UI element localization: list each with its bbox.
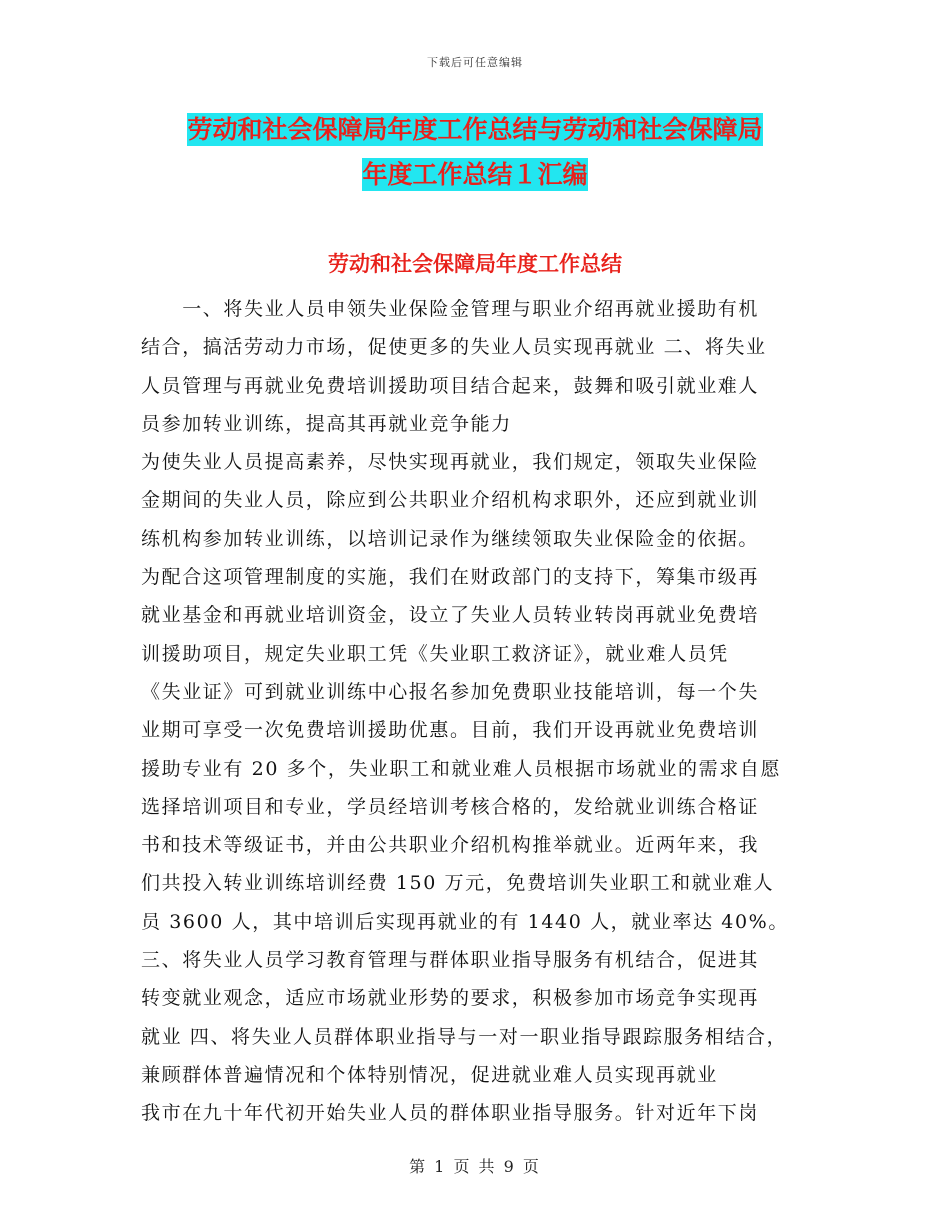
title-highlight: 劳动和社会保障局年度工作总结与劳动和社会保障局 [187, 115, 763, 144]
text-line: 我市在九十年代初开始失业人员的群体职业指导服务。针对近年下岗 [141, 1102, 760, 1125]
text-line: 书和技术等级证书，并由公共职业介绍机构推举就业。近两年来，我 [141, 834, 760, 857]
text-line: 为使失业人员提高素养，尽快实现再就业，我们规定，领取失业保险 [141, 451, 760, 474]
section-heading: 劳动和社会保障局年度工作总结 [328, 252, 622, 276]
text-line: 就业 四、将失业人员群体职业指导与一对一职业指导跟踪服务相结合， [141, 1025, 788, 1048]
header-note: 下载后可任意编辑 [427, 56, 523, 69]
text-line: 就业基金和再就业培训资金，设立了失业人员转业转岗再就业免费培 [141, 604, 760, 627]
text-line: 三、将失业人员学习教育管理与群体职业指导服务有机结合，促进其 [141, 949, 760, 972]
page-number: 第 1 页 共 9 页 [409, 1157, 541, 1176]
text-line: 训援助项目，规定失业职工凭《失业职工救济证》，就业难人员凭 [141, 642, 729, 665]
text-line: 选择培训项目和专业，学员经培训考核合格的，发给就业训练合格证 [141, 795, 760, 818]
document-title-line-1 [0, 113, 950, 147]
text-line: 们共投入转业训练培训经费 150 万元，免费培训失业职工和就业难人 [141, 872, 775, 895]
text-line: 练机构参加转业训练，以培训记录作为继续领取失业保险金的依据。 [141, 527, 760, 550]
text-line: 转变就业观念，适应市场就业形势的要求，积极参加市场竞争实现再 [141, 987, 760, 1010]
text-line: 结合，搞活劳动力市场，促使更多的失业人员实现再就业 二、将失业 [141, 336, 767, 359]
text-line: 《失业证》可到就业训练中心报名参加免费职业技能培训，每一个失 [141, 680, 760, 703]
document-title-line-2 [0, 158, 950, 192]
text-line: 兼顾群体普遍情况和个体特别情况，促进就业难人员实现再就业 [141, 1063, 718, 1086]
text-line: 员 3600 人，其中培训后实现再就业的有 1440 人，就业率达 40%。 [141, 910, 789, 933]
text-line: 业期可享受一次免费培训援助优惠。目前，我们开设再就业免费培训 [141, 719, 760, 742]
text-line: 金期间的失业人员，除应到公共职业介绍机构求职外，还应到就业训 [141, 489, 760, 512]
text-line: 员参加转业训练，提高其再就业竞争能力 [141, 412, 512, 435]
text-line: 人员管理与再就业免费培训援助项目结合起来，鼓舞和吸引就业难人 [141, 374, 760, 397]
text-line: 一、将失业人员申领失业保险金管理与职业介绍再就业援助有机 [141, 298, 760, 320]
text-line: 援助专业有 20 多个，失业职工和就业难人员根据市场就业的需求自愿 [141, 757, 782, 780]
text-line: 为配合这项管理制度的实施，我们在财政部门的支持下，筹集市级再 [141, 566, 760, 589]
title-highlight: 年度工作总结１汇编 [362, 160, 588, 189]
body-text [141, 290, 821, 1133]
